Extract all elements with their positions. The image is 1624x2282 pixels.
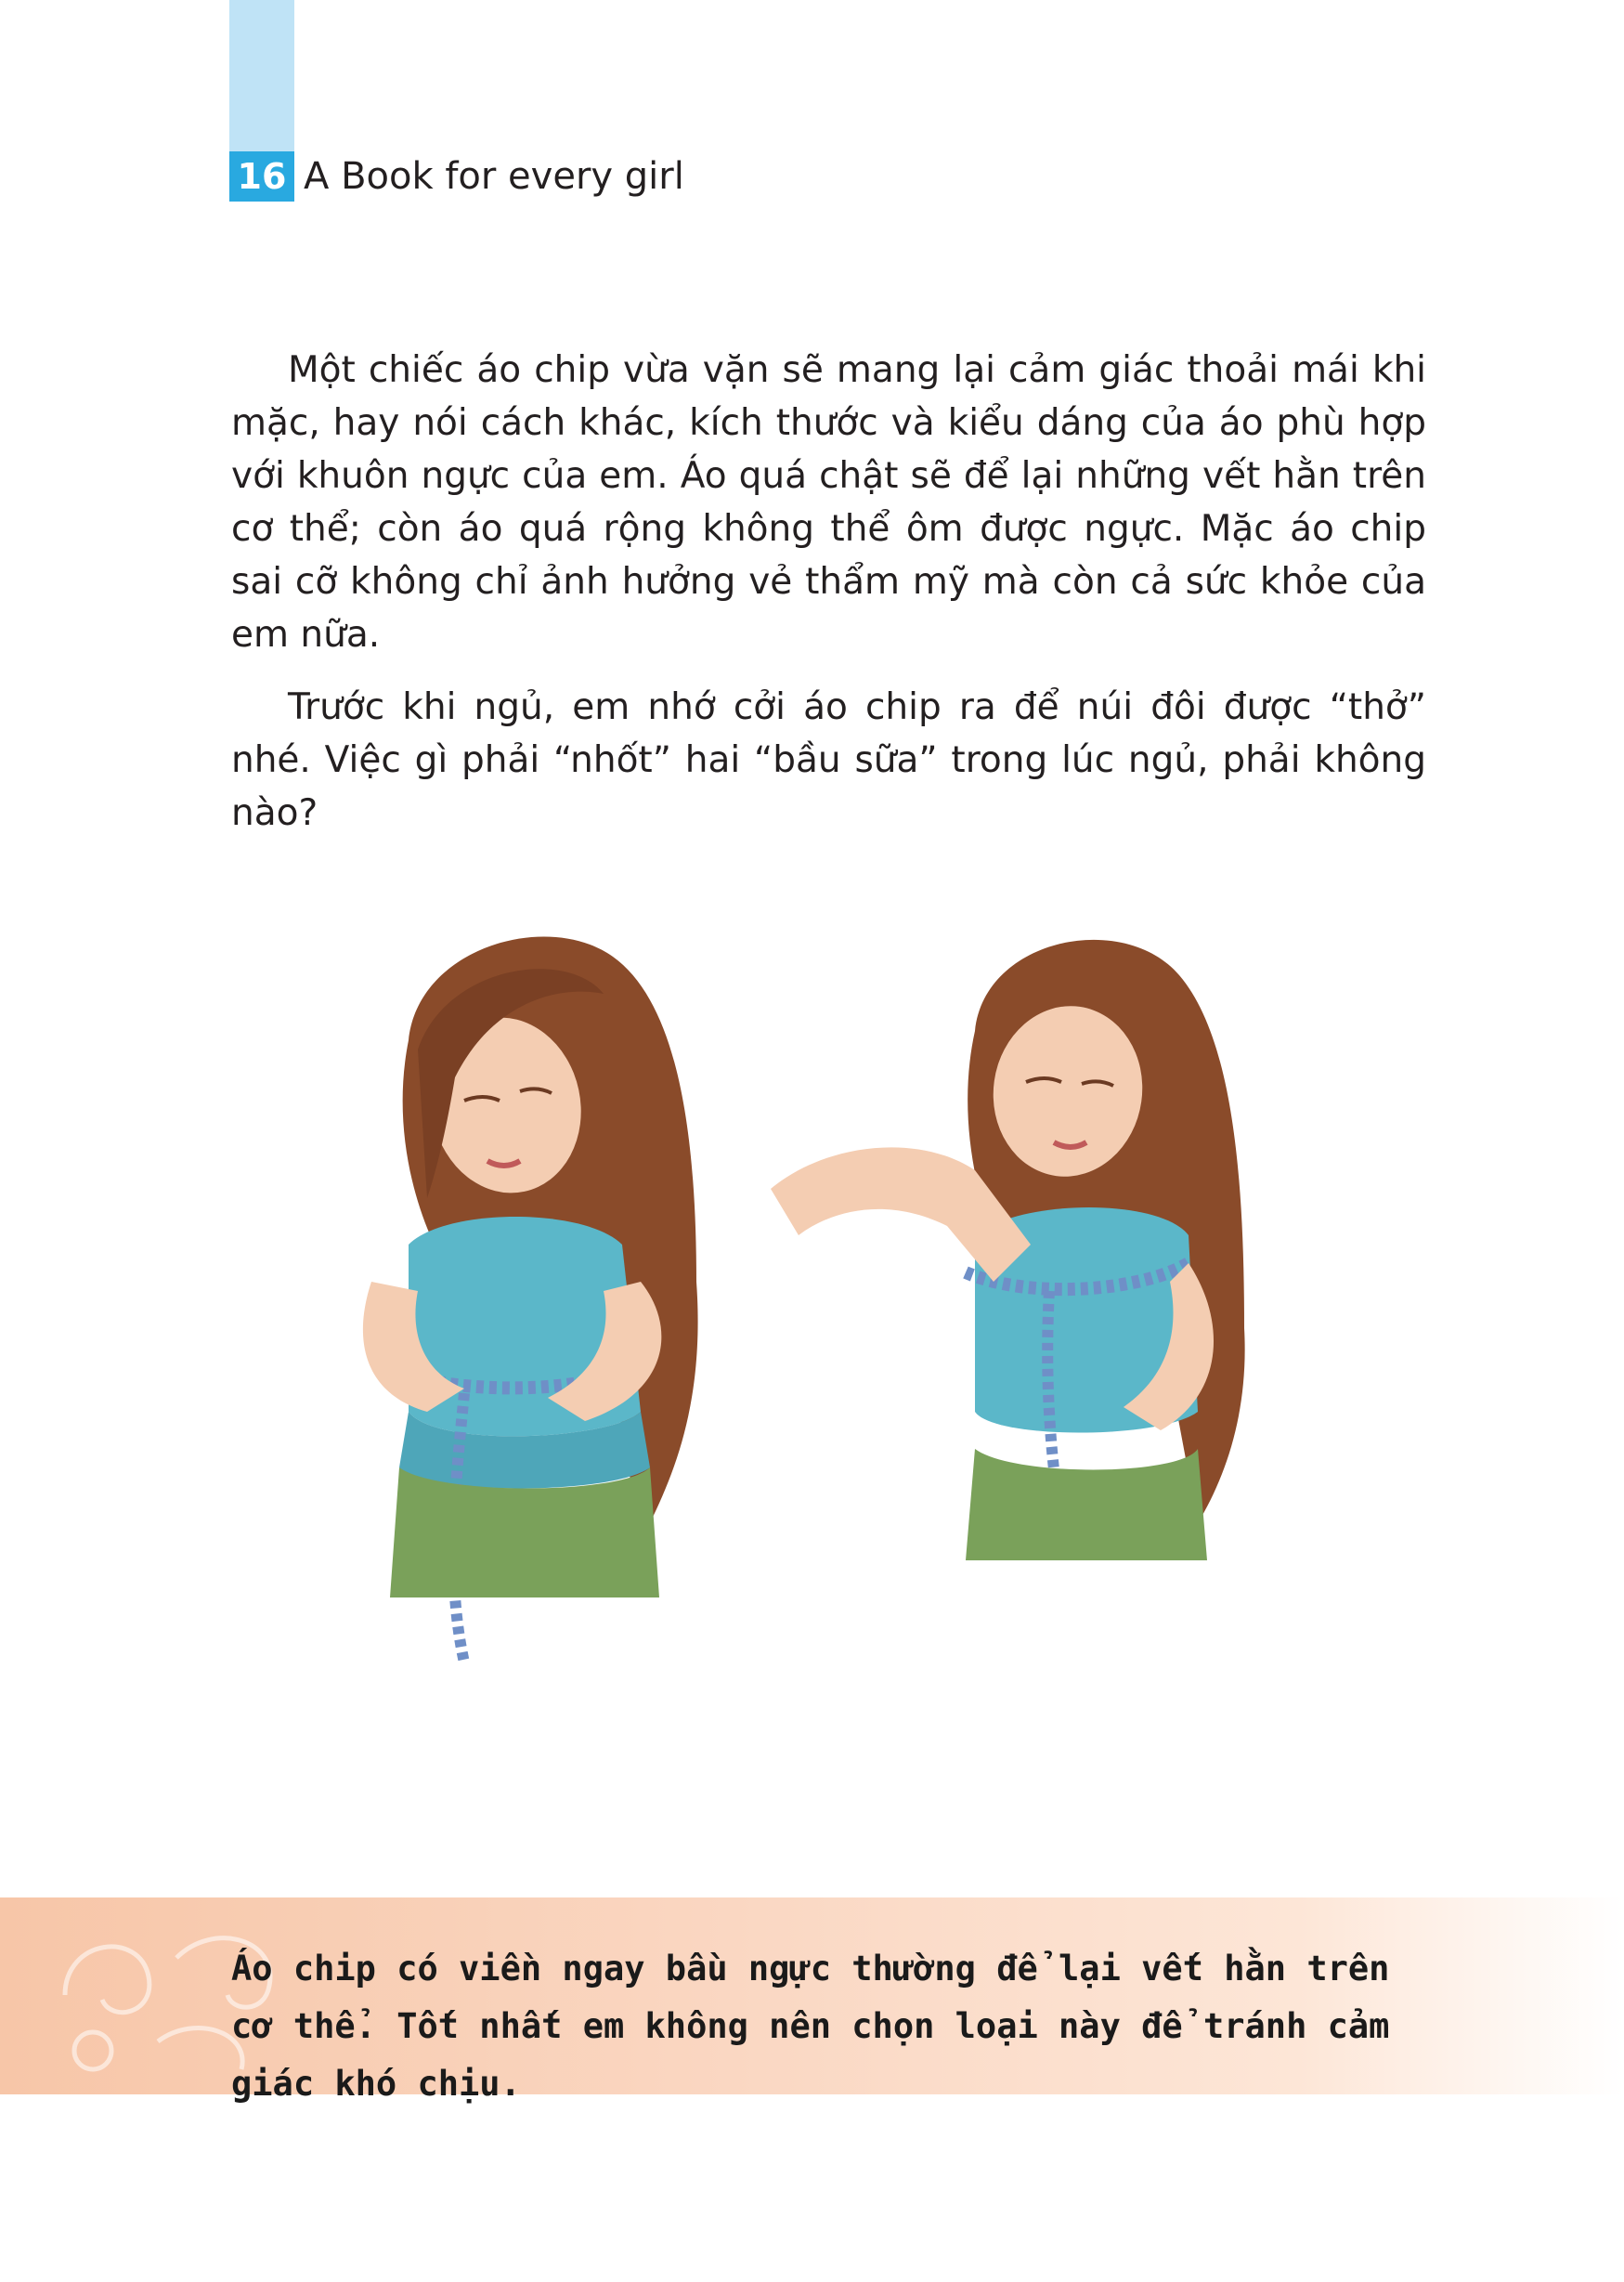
running-title: A Book for every girl	[304, 155, 684, 198]
figure-left	[363, 936, 698, 1663]
body-paragraph-1: Một chiếc áo chip vừa vặn sẽ mang lại cảm giác thoải mái khi mặc, hay nói cách khác, kích thước và kiểu dáng của áo phù hợp với khuôn ngực của em. Áo quá chật sẽ để lại những vết hằn trên cơ thể; còn áo quá rộng không thể ôm được ngực. Mặc áo chip sai cỡ không chỉ ảnh hưởng vẻ thẩm mỹ mà còn cả sức khỏe của em nữa.	[231, 349, 1426, 656]
body-text	[231, 344, 1426, 859]
pants-right	[966, 1449, 1207, 1560]
bra-measuring-illustration	[306, 892, 1328, 1783]
body-paragraph-2: Trước khi ngủ, em nhớ cởi áo chip ra để núi đôi được “thở” nhé. Việc gì phải “nhốt” hai “bầu sữa” trong lúc ngủ, phải không nào?	[231, 686, 1426, 834]
tip-text: Áo chip có viền ngay bầu ngực thường để lại vết hằn trên cơ thể. Tốt nhất em không nên chọn loại này để tránh cảm giác khó chịu.	[231, 1949, 1390, 2104]
page-number: 16	[229, 151, 294, 202]
header-tab-strip	[229, 0, 294, 153]
figure-right	[771, 940, 1245, 1560]
